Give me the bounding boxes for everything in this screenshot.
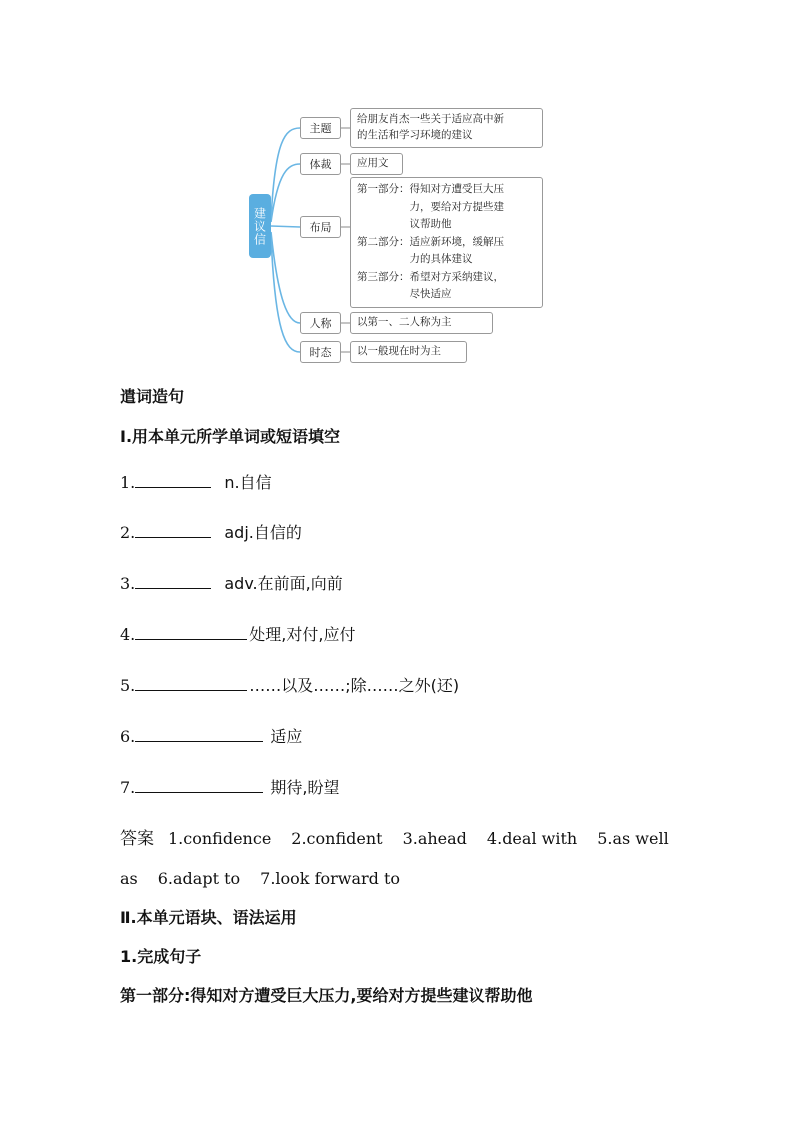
branch-label-layout: 布局 bbox=[300, 216, 341, 238]
item-meaning: ……以及……;除……之外(还) bbox=[249, 676, 460, 695]
section-heading: 遣词造句 bbox=[120, 387, 185, 406]
part-1-heading: 第一部分:得知对方遭受巨大压力,要给对方提些建议帮助他 bbox=[120, 986, 533, 1005]
layout-part-1 bbox=[357, 181, 536, 234]
answer-line-2 bbox=[120, 869, 400, 888]
branch-content-genre: 应用文 bbox=[350, 153, 403, 175]
answer-line-1 bbox=[120, 824, 669, 849]
item-meaning: n.自信 bbox=[224, 473, 272, 492]
answer-item: 7.look forward to bbox=[260, 869, 401, 888]
list-item bbox=[120, 622, 355, 645]
list-item bbox=[120, 775, 339, 798]
item-number: 6. bbox=[120, 727, 136, 746]
branch-label-tense: 时态 bbox=[300, 341, 341, 363]
item-number: 4. bbox=[120, 625, 136, 644]
item-number: 2. bbox=[120, 523, 136, 542]
item-number: 1. bbox=[120, 473, 136, 492]
answer-blank[interactable] bbox=[135, 778, 263, 793]
answer-item: 3.ahead bbox=[402, 829, 467, 848]
layout-part-2-line-1: 适应新环境，缓解压 bbox=[409, 235, 504, 248]
layout-part-2-line-2: 力的具体建议 bbox=[409, 253, 473, 265]
answer-item: 4.deal with bbox=[486, 829, 578, 848]
list-item bbox=[120, 724, 302, 747]
layout-part-3 bbox=[357, 269, 536, 304]
section-2-title: Ⅱ.本单元语块、语法运用 bbox=[120, 908, 297, 927]
item-meaning: 期待,盼望 bbox=[270, 778, 340, 797]
branch-label-genre: 体裁 bbox=[300, 153, 341, 175]
list-item bbox=[120, 520, 302, 543]
answer-item: 5.as well bbox=[597, 829, 669, 848]
item-number: 7. bbox=[120, 778, 136, 797]
branch-label-person: 人称 bbox=[300, 312, 341, 334]
list-item bbox=[120, 470, 272, 493]
item-meaning: 处理,对付,应付 bbox=[249, 625, 356, 644]
answer-item: 1.confidence bbox=[168, 829, 272, 848]
branch-content-tense: 以一般现在时为主 bbox=[350, 341, 467, 363]
topic-line-2: 的生活和学习环境的建议 bbox=[357, 129, 473, 141]
branch-content-person: 以第一、二人称为主 bbox=[350, 312, 493, 334]
layout-part-3-line-2: 尽快适应 bbox=[409, 288, 452, 300]
item-meaning: adj.自信的 bbox=[224, 523, 302, 542]
item-meaning: 适应 bbox=[270, 727, 303, 746]
topic-line-1: 给朋友肖杰一些关于适应高中新 bbox=[357, 113, 504, 125]
layout-part-1-line-1: 得知对方遭受巨大压 bbox=[409, 183, 504, 195]
answer-blank[interactable] bbox=[135, 625, 247, 640]
answer-blank[interactable] bbox=[135, 523, 211, 538]
answer-blank[interactable] bbox=[135, 676, 247, 691]
subsection-title: 1.完成句子 bbox=[120, 947, 202, 966]
mind-map-center: 建议信 bbox=[249, 194, 271, 258]
layout-part-3-key: 第三部分： bbox=[357, 270, 410, 283]
layout-part-3-line-1: 希望对方采纳建议， bbox=[409, 270, 504, 283]
item-number: 3. bbox=[120, 574, 136, 593]
answer-blank[interactable] bbox=[135, 574, 211, 589]
answer-item: as bbox=[120, 869, 138, 888]
answer-label: 答案 bbox=[120, 829, 154, 849]
layout-part-2-key: 第二部分： bbox=[357, 235, 410, 248]
section-1-title: Ⅰ.用本单元所学单词或短语填空 bbox=[120, 427, 341, 446]
list-item bbox=[120, 571, 343, 594]
list-item bbox=[120, 673, 459, 696]
layout-part-1-line-2: 力，要给对方提些建 bbox=[409, 200, 504, 213]
answer-blank[interactable] bbox=[135, 727, 263, 742]
item-number: 5. bbox=[120, 676, 136, 695]
branch-content-layout bbox=[350, 177, 543, 308]
mind-map bbox=[0, 0, 794, 370]
layout-part-1-key: 第一部分： bbox=[357, 183, 410, 195]
layout-part-2 bbox=[357, 234, 536, 269]
branch-label-topic: 主题 bbox=[300, 117, 341, 139]
answer-item: 6.adapt to bbox=[157, 869, 241, 888]
answer-blank[interactable] bbox=[135, 473, 211, 488]
layout-part-1-line-3: 议帮助他 bbox=[409, 218, 452, 230]
answer-item: 2.confident bbox=[291, 829, 383, 848]
branch-content-topic bbox=[350, 108, 543, 148]
item-meaning: adv.在前面,向前 bbox=[224, 574, 343, 593]
